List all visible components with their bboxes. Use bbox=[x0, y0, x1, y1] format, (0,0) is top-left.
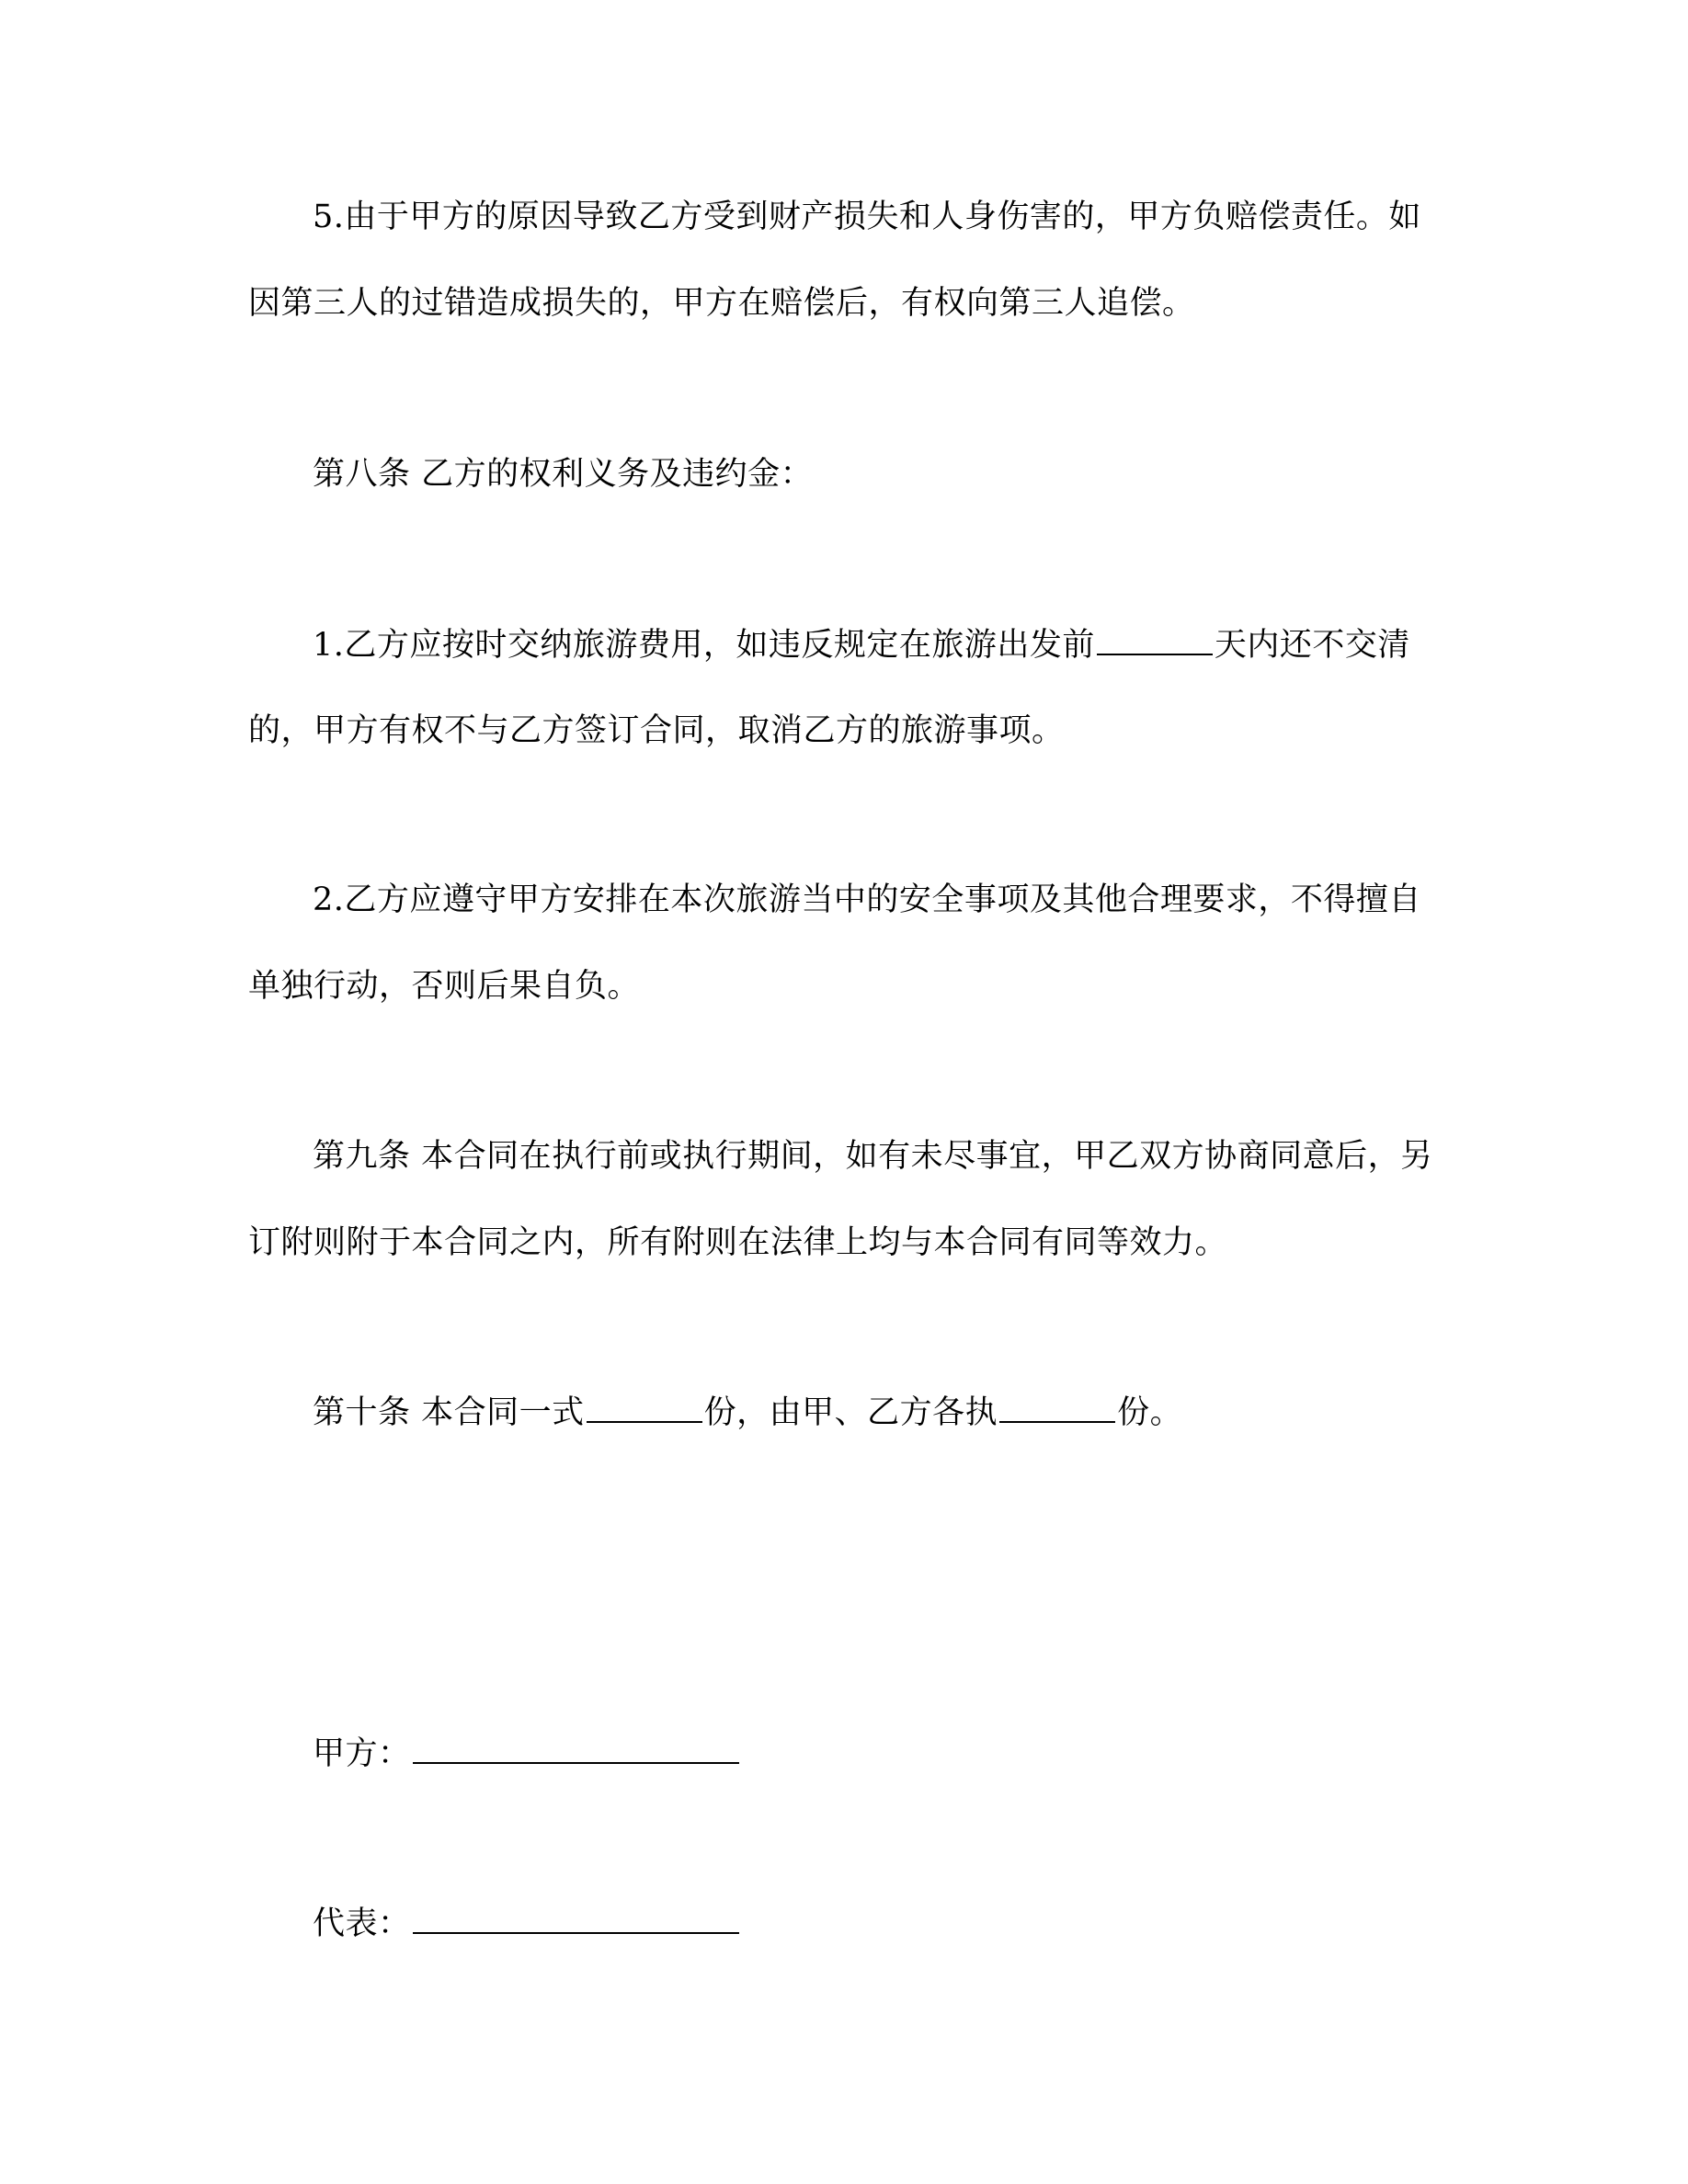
representative-label: 代表： bbox=[313, 1905, 411, 1942]
clause8-item2-line1: 2.乙方应遵守甲方安排在本次旅游当中的安全事项及其他合理要求，不得擅自 bbox=[313, 882, 1421, 918]
party-a-label: 甲方： bbox=[313, 1735, 411, 1772]
clause10-text-3: 份。 bbox=[1117, 1394, 1183, 1431]
copies-each-blank bbox=[999, 1390, 1115, 1423]
clause8-item1-line1 bbox=[313, 622, 1410, 667]
clause8-item1-line2: 的，甲方有权不与乙方签订合同，取消乙方的旅游事项。 bbox=[248, 712, 1065, 749]
days-blank bbox=[1097, 622, 1213, 655]
clause9-line2: 订附则附于本合同之内，所有附则在法律上均与本合同有同等效力。 bbox=[248, 1224, 1228, 1261]
clause9-line1: 第九条 本合同在执行前或执行期间，如有未尽事宜，甲乙双方协商同意后，另 bbox=[313, 1138, 1433, 1175]
clause10-line bbox=[313, 1390, 1182, 1435]
party-a-signature-line bbox=[313, 1731, 741, 1776]
clause10-text-2: 份，由甲、乙方各执 bbox=[703, 1394, 998, 1431]
clause8-item1-text-before: 1.乙方应按时交纳旅游费用，如违反规定在旅游出发前 bbox=[313, 627, 1095, 664]
representative-blank bbox=[413, 1901, 739, 1934]
representative-signature-line bbox=[313, 1901, 741, 1946]
clause7-item5-line2: 因第三人的过错造成损失的，甲方在赔偿后，有权向第三人追偿。 bbox=[248, 285, 1195, 322]
clause7-item5-line1: 5.由于甲方的原因导致乙方受到财产损失和人身伤害的，甲方负赔偿责任。如 bbox=[313, 199, 1421, 235]
party-a-blank bbox=[413, 1731, 739, 1764]
clause8-heading: 第八条 乙方的权利义务及违约金： bbox=[313, 456, 814, 493]
clause8-item1-text-after: 天内还不交清 bbox=[1214, 627, 1410, 664]
copies-total-blank bbox=[587, 1390, 702, 1423]
clause8-item2-line2: 单独行动，否则后果自负。 bbox=[248, 968, 641, 1005]
clause10-text-1: 第十条 本合同一式 bbox=[313, 1394, 585, 1431]
